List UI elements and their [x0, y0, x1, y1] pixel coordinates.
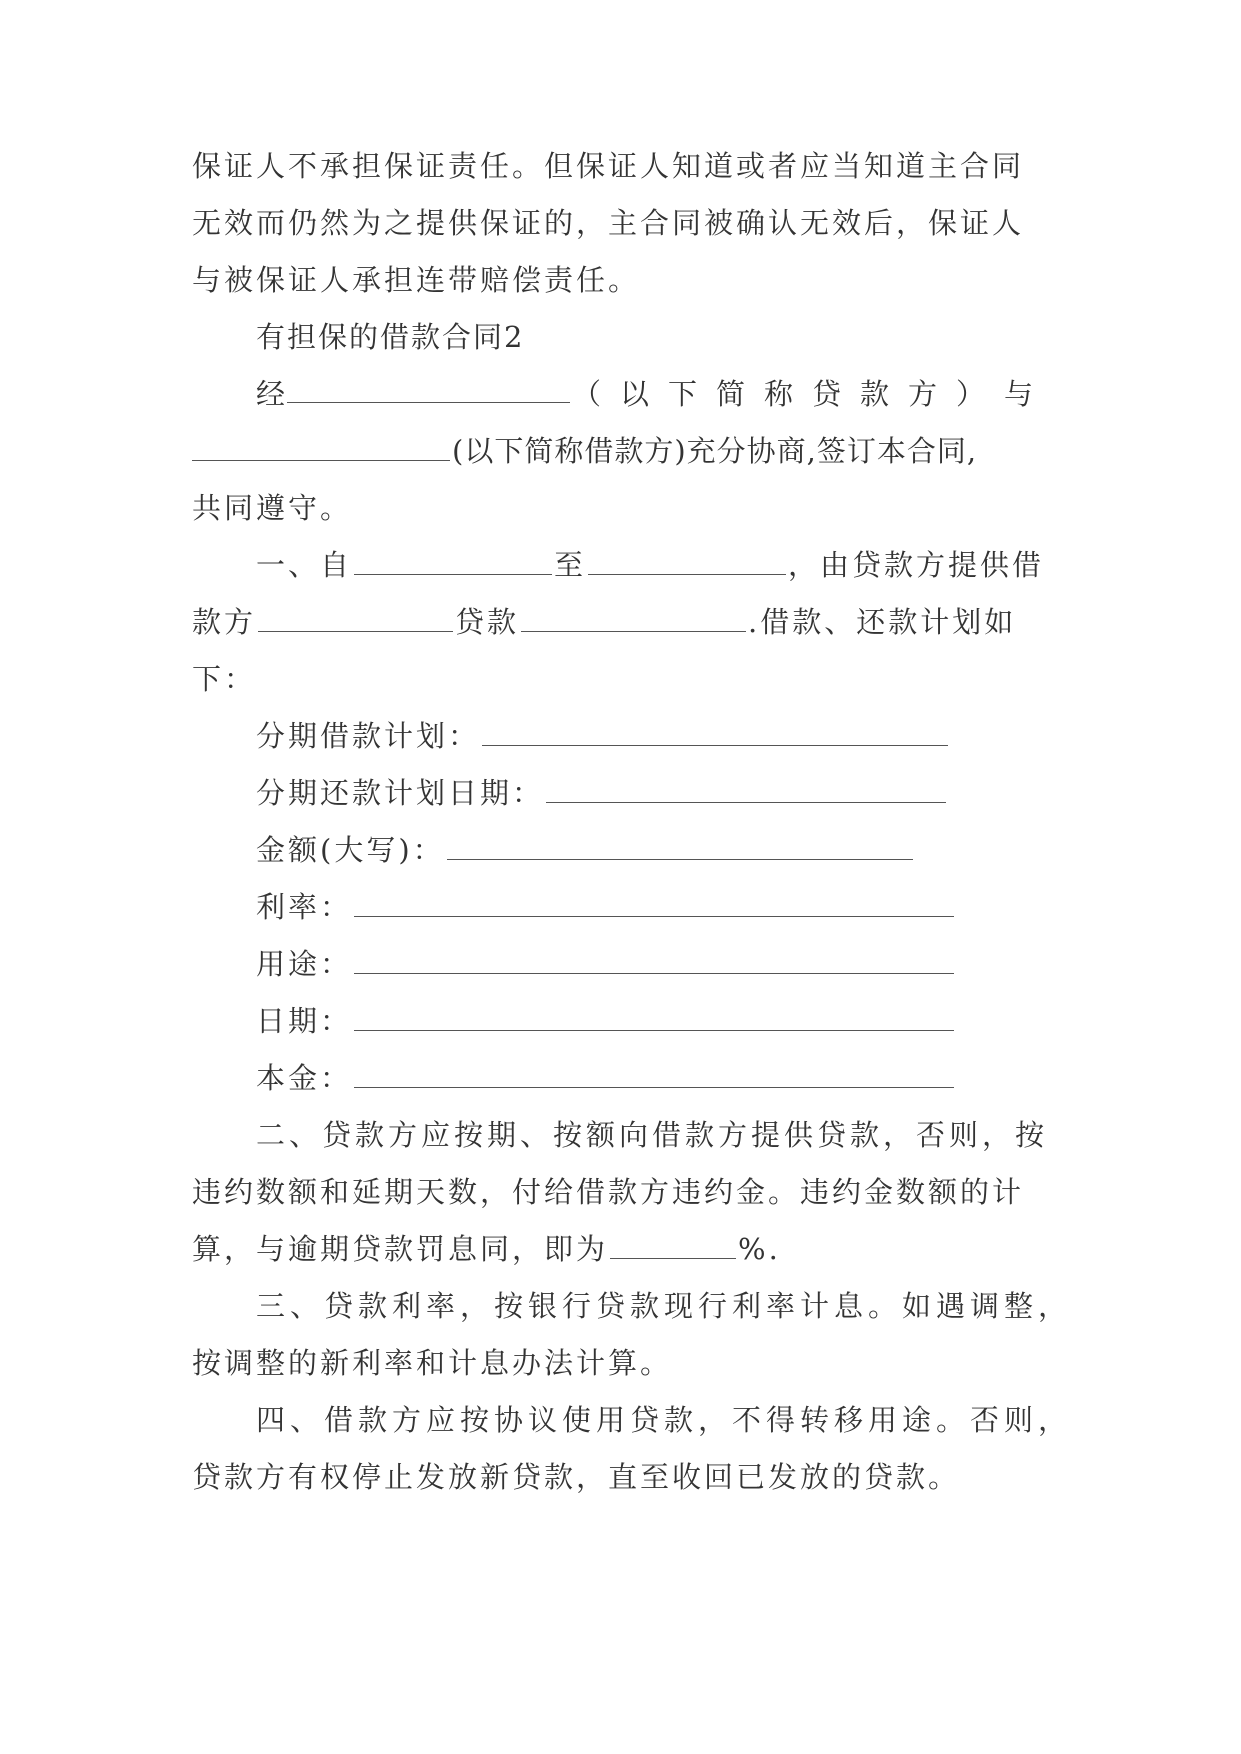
- clause-1-line-1: [256, 545, 1116, 585]
- borrower-name-blank[interactable]: [192, 432, 450, 461]
- field-repayment-date: [256, 773, 1116, 813]
- clause-1-provider: ，由贷款方提供借: [788, 548, 1045, 582]
- clause-2-line-3: [192, 1229, 1052, 1269]
- field-label: 用途：: [256, 947, 353, 981]
- clause-1-to: 至: [554, 548, 587, 582]
- field-label: 利率：: [256, 890, 353, 924]
- lender-name-blank[interactable]: [287, 374, 570, 403]
- text-line: 下：: [192, 662, 257, 696]
- contract-title: 有担保的借款合同2: [256, 320, 525, 354]
- field-label: 本金：: [256, 1061, 353, 1095]
- text-line: 按调整的新利率和计息办法计算。: [192, 1346, 673, 1380]
- preamble-start: 经: [256, 377, 286, 411]
- end-date-blank[interactable]: [588, 546, 786, 575]
- date-blank[interactable]: [354, 1002, 954, 1031]
- amount-blank[interactable]: [447, 831, 913, 860]
- text-line: 与被保证人承担连带赔偿责任。: [192, 263, 641, 297]
- preamble-line-2: [192, 431, 1052, 471]
- clause-1-loan: 贷款: [455, 605, 520, 639]
- clause-1-borrower: 款方: [192, 605, 257, 639]
- repayment-date-blank[interactable]: [546, 774, 946, 803]
- field-rate: [256, 887, 1116, 927]
- field-label: 金额(大写)：: [256, 833, 445, 867]
- text-line: 违约数额和延期天数，付给借款方违约金。违约金数额的计: [192, 1175, 1025, 1209]
- percent-sign: %.: [738, 1232, 781, 1266]
- loan-type-blank[interactable]: [258, 603, 453, 632]
- text-line: 共同遵守。: [192, 491, 353, 525]
- field-installment-plan: [256, 716, 1116, 756]
- text-line: 三、贷款利率，按银行贷款现行利率计息。如遇调整，: [256, 1289, 1073, 1323]
- principal-blank[interactable]: [354, 1059, 954, 1088]
- clause-1-from: 一、自: [256, 548, 353, 582]
- field-principal: [256, 1058, 1116, 1098]
- field-amount: [256, 830, 1116, 870]
- penalty-rate-blank[interactable]: [610, 1230, 736, 1259]
- clause-1-plan: .借款、还款计划如: [748, 605, 1017, 639]
- lender-label: （以下简称贷款方）与: [571, 377, 1052, 411]
- clause-1-line-2: [192, 602, 1052, 642]
- text-line: 二、贷款方应按期、按额向借款方提供贷款，否则，按: [256, 1118, 1049, 1152]
- field-label: 分期借款计划：: [256, 719, 481, 753]
- clause-2-text: 算，与逾期贷款罚息同，即为: [192, 1232, 609, 1266]
- borrower-label: (以下简称借款方)充分协商,签订本合同,: [452, 434, 978, 468]
- field-use: [256, 944, 1116, 984]
- rate-blank[interactable]: [354, 888, 954, 917]
- text-line: 四、借款方应按协议使用贷款，不得转移用途。否则，: [256, 1403, 1073, 1437]
- start-date-blank[interactable]: [354, 546, 552, 575]
- field-label: 分期还款计划日期：: [256, 776, 545, 810]
- use-blank[interactable]: [354, 945, 954, 974]
- preamble-line-1: [256, 374, 1052, 414]
- text-line: 无效而仍然为之提供保证的，主合同被确认无效后，保证人: [192, 206, 1025, 240]
- text-line: 保证人不承担保证责任。但保证人知道或者应当知道主合同: [192, 149, 1025, 183]
- field-date: [256, 1001, 1116, 1041]
- loan-amount-blank[interactable]: [521, 603, 746, 632]
- field-label: 日期：: [256, 1004, 353, 1038]
- installment-plan-blank[interactable]: [482, 717, 948, 746]
- text-line: 贷款方有权停止发放新贷款，直至收回已发放的贷款。: [192, 1460, 961, 1494]
